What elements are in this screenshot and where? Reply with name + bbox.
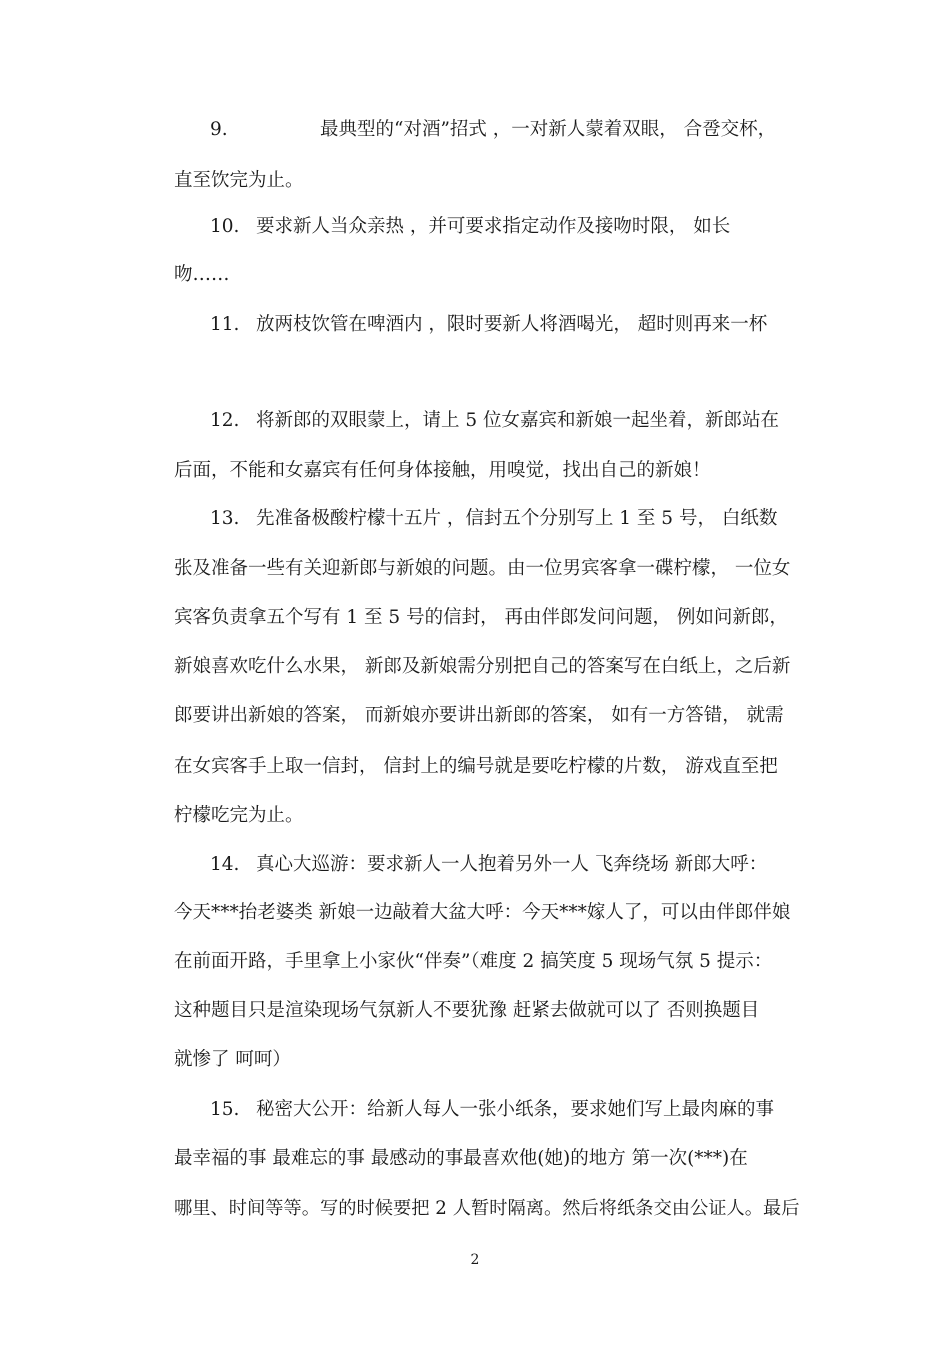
item-text: 就惨了 呵呵） (174, 1049, 291, 1070)
item-text: 哪里、时间等等。写的时候要把 2 人暂时隔离。然后将纸条交由公证人。最后 (174, 1198, 800, 1219)
list-item-line (174, 458, 806, 484)
item-text: 张及准备一些有关迎新郎与新娘的问题。由一位男宾客拿一碟柠檬， 一位女 (174, 558, 791, 579)
item-text: 后面，不能和女嘉宾有任何身体接触，用嗅觉，找出自己的新娘！ (174, 460, 711, 481)
list-item-line (174, 703, 806, 729)
item-text: 最幸福的事 最难忘的事 最感动的事最喜欢他(她)的地方 第一次(***)在 (174, 1148, 748, 1169)
item-number: 9. (210, 119, 228, 140)
item-text: 新娘喜欢吃什么水果， 新郎及新娘需分别把自己的答案写在白纸上，之后新 (174, 656, 791, 677)
list-item-line (210, 506, 806, 532)
list-item-line (210, 117, 806, 143)
list-item-line (210, 408, 806, 434)
list-item-line (174, 1047, 806, 1073)
list-item-line (210, 312, 806, 338)
item-number: 14. (210, 854, 240, 875)
item-text: 柠檬吃完为止。 (174, 805, 304, 826)
item-text: 真心大巡游：要求新人一人抱着另外一人 飞奔绕场 新郎大呼： (256, 854, 768, 875)
list-item-line (174, 998, 806, 1024)
item-text: 吻…… (174, 264, 230, 285)
item-text: 在前面开路，手里拿上小家伙“伴奏”（难度 2 搞笑度 5 现场气氛 5 提示： (174, 951, 773, 972)
item-text: 最典型的“对酒”招式 ，一对新人蒙着双眼， 合卺交杯， (320, 119, 777, 140)
list-item-line (174, 605, 806, 631)
item-text: 在女宾客手上取一信封， 信封上的编号就是要吃柠檬的片数， 游戏直至把 (174, 756, 778, 777)
item-text: 秘密大公开：给新人每人一张小纸条，要求她们写上最肉麻的事 (256, 1099, 775, 1120)
item-number: 15. (210, 1099, 240, 1120)
item-text: 这种题目只是渲染现场气氛新人不要犹豫 赶紧去做就可以了 否则换题目 (174, 1000, 760, 1021)
item-text: 今天***抬老婆类 新娘一边敲着大盆大呼：今天***嫁人了，可以由伴郎伴娘 (174, 902, 791, 923)
page-number: 2 (470, 1252, 480, 1268)
list-item-line (174, 262, 806, 288)
list-item-line (174, 168, 806, 194)
item-number: 11. (210, 314, 240, 335)
list-item-line (174, 1196, 806, 1222)
item-text: 将新郎的双眼蒙上，请上 5 位女嘉宾和新娘一起坐着，新郎站在 (256, 410, 780, 431)
list-item-line (174, 900, 806, 926)
list-item-line (174, 754, 806, 780)
list-item-line (174, 1146, 806, 1172)
item-number: 13. (210, 508, 240, 529)
list-item-line (174, 949, 806, 975)
list-item-line (210, 214, 806, 240)
item-text: 放两枝饮管在啤酒内 ，限时要新人将酒喝光， 超时则再来一杯 (256, 314, 768, 335)
item-text: 要求新人当众亲热 ，并可要求指定动作及接吻时限， 如长 (256, 216, 731, 237)
item-text: 直至饮完为止。 (174, 170, 304, 191)
item-number: 12. (210, 410, 240, 431)
item-number: 10. (210, 216, 240, 237)
item-text: 郎要讲出新娘的答案， 而新娘亦要讲出新郎的答案， 如有一方答错， 就需 (174, 705, 784, 726)
list-item-line (174, 556, 806, 582)
list-item-line (174, 803, 806, 829)
list-item-line (174, 654, 806, 680)
list-item-line (210, 852, 806, 878)
item-text: 宾客负责拿五个写有 1 至 5 号的信封， 再由伴郎发问问题， 例如问新郎， (174, 607, 788, 628)
item-text: 先准备极酸柠檬十五片 ，信封五个分别写上 1 至 5 号， 白纸数 (256, 508, 778, 529)
list-item-line (210, 1097, 806, 1123)
